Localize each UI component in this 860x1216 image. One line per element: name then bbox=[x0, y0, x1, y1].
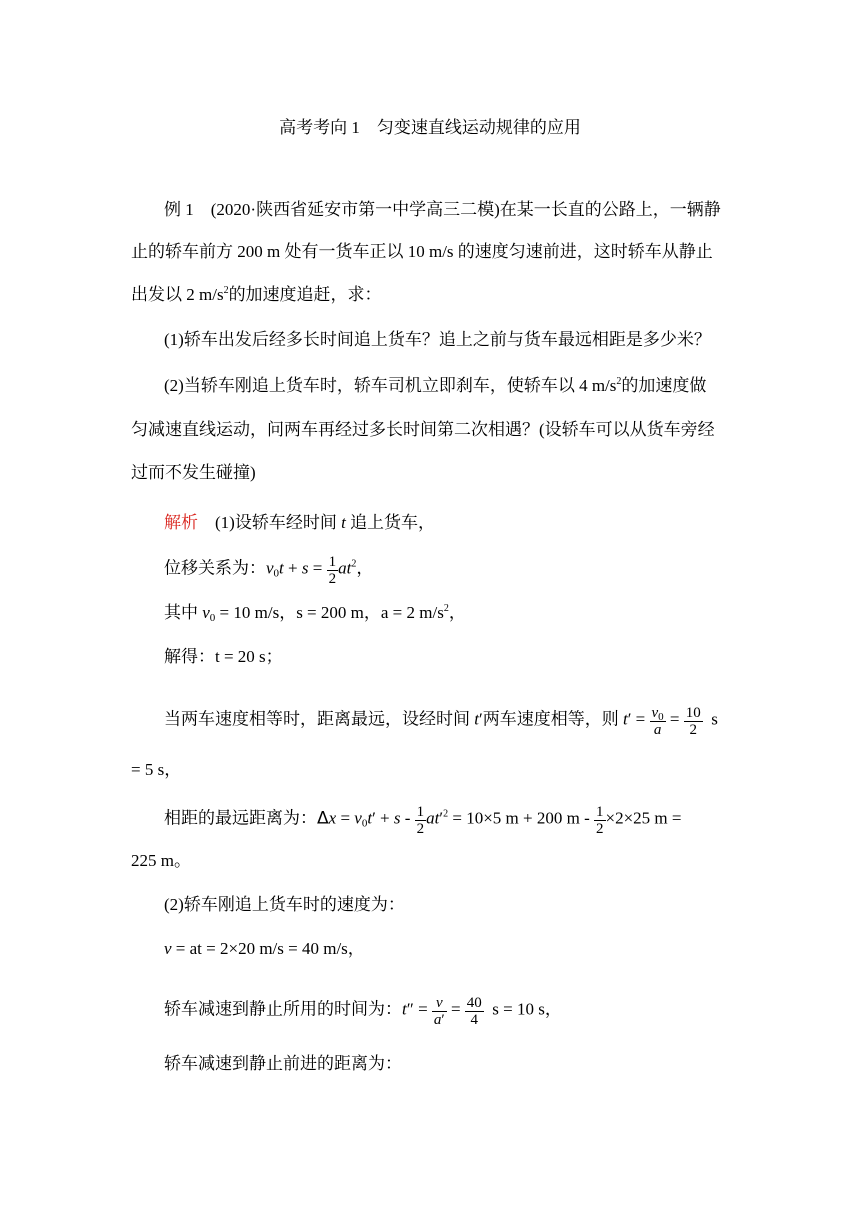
farthest-distance-result: 225 m。 bbox=[131, 851, 191, 870]
example-line-1: 例 1 (2020·陕西省延安市第一中学高三二模)在某一长直的公路上，一辆静 bbox=[164, 200, 721, 219]
fraction-40-over-4: $\frac{40}{4}$ bbox=[466, 995, 482, 1028]
displacement-relation: 位移关系为：$v_0t + s$ = $\frac{1}{2}$ $at^2$， bbox=[164, 554, 374, 587]
section-title: 高考考向 1 匀变速直线运动规律的应用 bbox=[279, 118, 581, 137]
fraction-half-2: $\frac{1}{2}$ bbox=[416, 804, 425, 837]
solution-label: 解析 bbox=[164, 513, 198, 532]
farthest-distance-line: 相距的最远距离为：$\Delta x = v_0t' + s$ - $\frac{1}{2}$ $at'^2 = 10\times 5$ m + 200 m - $\frac{1}{2}$ ×2×25 m = bbox=[164, 804, 682, 837]
part-2-intro: (2)轿车刚追上货车时的速度为： bbox=[164, 895, 405, 914]
fraction-10-over-2: $\frac{10}{2}$ bbox=[685, 705, 701, 738]
fraction-v0-over-a: $\frac{v_0}{a}$ bbox=[651, 705, 664, 738]
equal-speed-line: 当两车速度相等时，距离最远，设经时间 t′两车速度相等，则 t′ = $\frac{v_0}{a}$ = $\frac{10}{2}$ s bbox=[164, 705, 718, 738]
example-line-2: 止的轿车前方 200 m 处有一货车正以 10 m/s 的速度匀速前进，这时轿车从静止 bbox=[131, 242, 713, 261]
given-values: 其中 $v_0 = 10$ m/s，s = 200 m，a = 2 $m/s^2$， bbox=[164, 603, 466, 624]
question-1: (1)轿车出发后经多长时间追上货车？追上之前与货车最远相距是多少米？ bbox=[164, 330, 711, 349]
question-2-line-1: (2)当轿车刚追上货车时，轿车司机立即刹车，使轿车以 4 $m/s^2$的加速度做 bbox=[164, 376, 707, 395]
fraction-v-over-a-prime: $\frac{v}{a'}$ bbox=[433, 995, 445, 1028]
question-2-line-2: 匀减速直线运动，问两车再经过多长时间第二次相遇？(设轿车可以从货车旁经 bbox=[131, 420, 715, 439]
deceleration-distance-line: 轿车减速到静止前进的距离为： bbox=[164, 1054, 402, 1073]
example-line-3: 出发以 2 $m/s^2$的加速度追赶，求： bbox=[131, 285, 382, 304]
solve-result: 解得：t = 20 s； bbox=[164, 647, 283, 666]
fraction-half: $\frac{1}{2}$ bbox=[328, 554, 337, 587]
fraction-half-3: $\frac{1}{2}$ bbox=[596, 804, 604, 837]
deceleration-time-line: 轿车减速到静止所用的时间为：t″ = $\frac{v}{a'}$ = $\frac{40}{4}$ s = 10 s， bbox=[164, 995, 562, 1028]
equal-speed-result: = 5 s， bbox=[131, 760, 182, 779]
question-2-line-3: 过而不发生碰撞) bbox=[131, 463, 256, 482]
velocity-line: v = at = 2×20 m/s = 40 m/s， bbox=[164, 939, 365, 958]
solution-line-1: 解析 (1)设轿车经时间 t 追上货车， bbox=[164, 513, 436, 532]
